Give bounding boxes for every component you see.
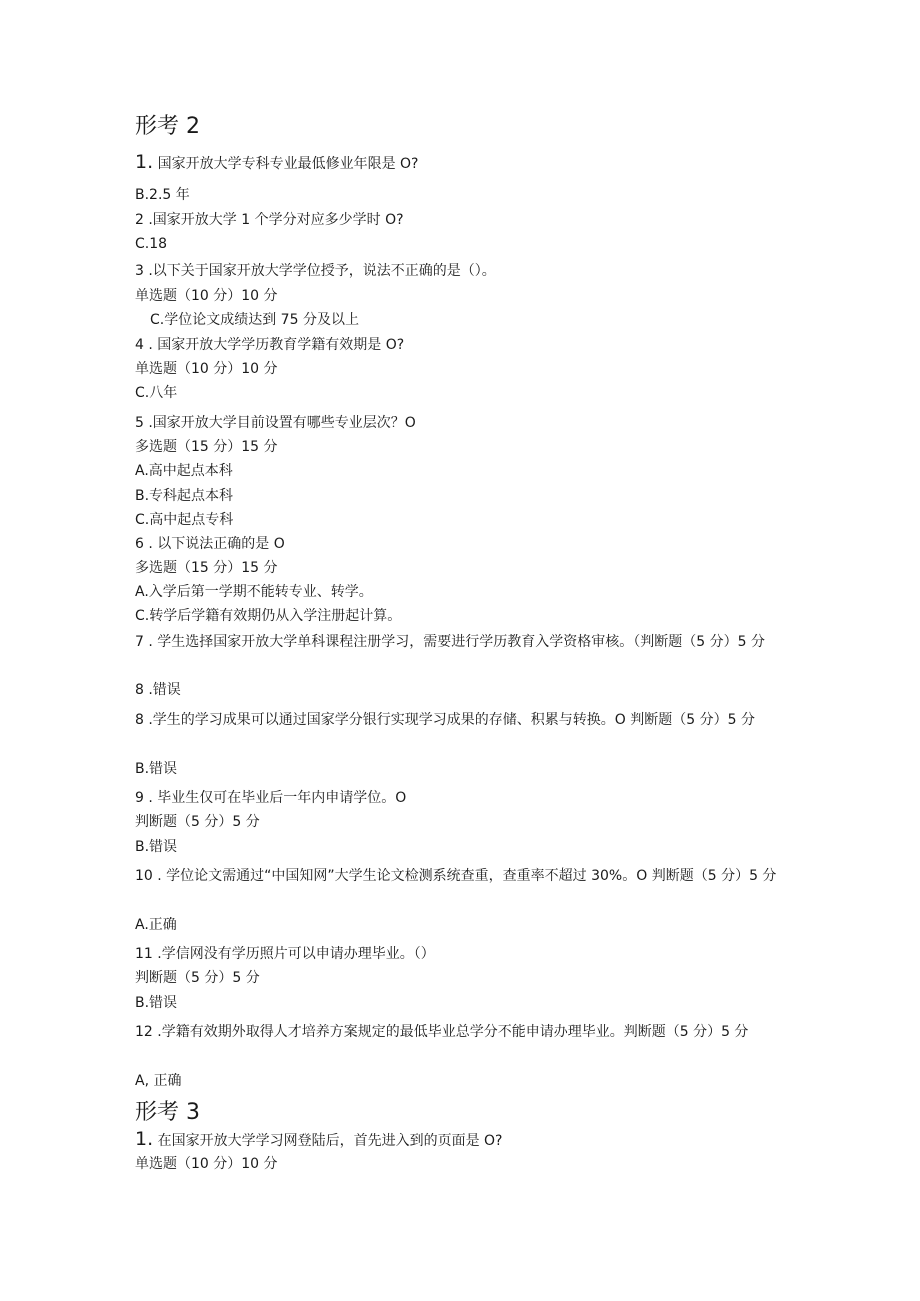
line-text: 形考 3 <box>135 1100 200 1125</box>
section-heading <box>135 113 200 141</box>
text-line-q12 <box>135 1020 780 1044</box>
question-number: 1. <box>135 1128 154 1150</box>
text-line-a10 <box>135 916 177 934</box>
line-text: B.错误 <box>135 761 178 777</box>
line-text: 4 . 国家开放大学学历教育学籍有效期是 O? <box>135 337 405 353</box>
question-number: 1. <box>135 151 154 173</box>
line-text: B.错误 <box>135 995 178 1011</box>
line-text: 在国家开放大学学习网登陆后，首先进入到的页面是 O? <box>157 1133 503 1149</box>
text-line-q10 <box>135 864 780 888</box>
text-line-a5c <box>135 511 233 529</box>
text-line-r1 <box>135 1130 503 1150</box>
line-text: 6 . 以下说法正确的是 O <box>135 536 285 552</box>
text-line-t11 <box>135 969 260 987</box>
line-text: 7 . 学生选择国家开放大学单科课程注册学习，需要进行学历教育入学资格审核。（判断题（5 分）5 分 <box>135 634 765 650</box>
line-text: C.18 <box>135 236 168 252</box>
text-line-t5 <box>135 438 278 456</box>
text-line-rt1 <box>135 1155 278 1173</box>
line-text: 2 .国家开放大学 1 个学分对应多少学时 O? <box>135 212 404 228</box>
line-text: 3 .以下关于国家开放大学学位授予，说法不正确的是（）。 <box>135 263 496 279</box>
line-text: 国家开放大学专科专业最低修业年限是 O? <box>157 156 419 172</box>
line-text: 5 .国家开放大学目前设置有哪些专业层次？O <box>135 415 416 431</box>
line-text: A.高中起点本科 <box>135 463 233 479</box>
line-text: C.学位论文成绩达到 75 分及以上 <box>150 312 359 328</box>
line-text: 单选题（10 分）10 分 <box>135 288 278 304</box>
text-line-a5a <box>135 462 233 480</box>
text-line-q7 <box>135 630 780 654</box>
line-text: B.2.5 年 <box>135 187 190 203</box>
line-text: 9 . 毕业生仅可在毕业后一年内申请学位。O <box>135 790 407 806</box>
text-line-a6a <box>135 583 373 601</box>
text-line-q1 <box>135 153 419 173</box>
line-text: A.正确 <box>135 917 177 933</box>
text-line-t4 <box>135 360 278 378</box>
text-line-q5 <box>135 414 416 432</box>
line-text: 12 .学籍有效期外取得人才培养方案规定的最低毕业总学分不能申请办理毕业。判断题（5 分）5 分 <box>135 1024 749 1040</box>
text-line-t6 <box>135 559 278 577</box>
text-line-q2 <box>135 211 404 229</box>
text-line-t9 <box>135 813 260 831</box>
line-text: C.八年 <box>135 385 178 401</box>
text-line-q6 <box>135 535 285 553</box>
text-line-a6c <box>135 607 401 625</box>
line-text: A.入学后第一学期不能转专业、转学。 <box>135 584 373 600</box>
text-line-q4 <box>135 336 404 354</box>
line-text: 多选题（15 分）15 分 <box>135 439 278 455</box>
text-line-a4 <box>135 384 177 402</box>
text-line-q3 <box>135 262 496 280</box>
line-text: 8 .学生的学习成果可以通过国家学分银行实现学习成果的存储、积累与转换。O 判断题（5 分）5 分 <box>135 712 755 728</box>
line-text: 10 . 学位论文需通过“中国知网”大学生论文检测系统查重，查重率不超过 30%。O 判断题（5 分）5 分 <box>135 868 777 884</box>
line-text: 多选题（15 分）15 分 <box>135 560 278 576</box>
text-line-a8 <box>135 760 177 778</box>
line-text: 11 .学信网没有学历照片可以申请办理毕业。（） <box>135 946 435 962</box>
line-text: 形考 2 <box>135 114 200 139</box>
text-line-a2 <box>135 235 167 253</box>
text-line-a7 <box>135 681 181 699</box>
text-line-a11 <box>135 994 177 1012</box>
text-line-t3 <box>135 287 278 305</box>
line-text: 判断题（5 分）5 分 <box>135 970 260 986</box>
line-text: A, 正确 <box>135 1073 182 1089</box>
text-line-q8 <box>135 708 780 732</box>
text-line-q9 <box>135 789 406 807</box>
line-text: C.高中起点专科 <box>135 512 234 528</box>
line-text: C.转学后学籍有效期仍从入学注册起计算。 <box>135 608 402 624</box>
text-line-a12 <box>135 1072 181 1090</box>
line-text: 单选题（10 分）10 分 <box>135 361 278 377</box>
line-text: B.专科起点本科 <box>135 488 234 504</box>
text-line-a1 <box>135 186 190 204</box>
section-heading <box>135 1099 200 1127</box>
line-text: 判断题（5 分）5 分 <box>135 814 260 830</box>
line-text: 单选题（10 分）10 分 <box>135 1156 278 1172</box>
text-line-a9 <box>135 838 177 856</box>
text-line-a3 <box>150 311 359 329</box>
line-text: 8 .错误 <box>135 682 181 698</box>
text-line-q11 <box>135 945 435 963</box>
text-line-a5b <box>135 487 233 505</box>
line-text: B.错误 <box>135 839 178 855</box>
